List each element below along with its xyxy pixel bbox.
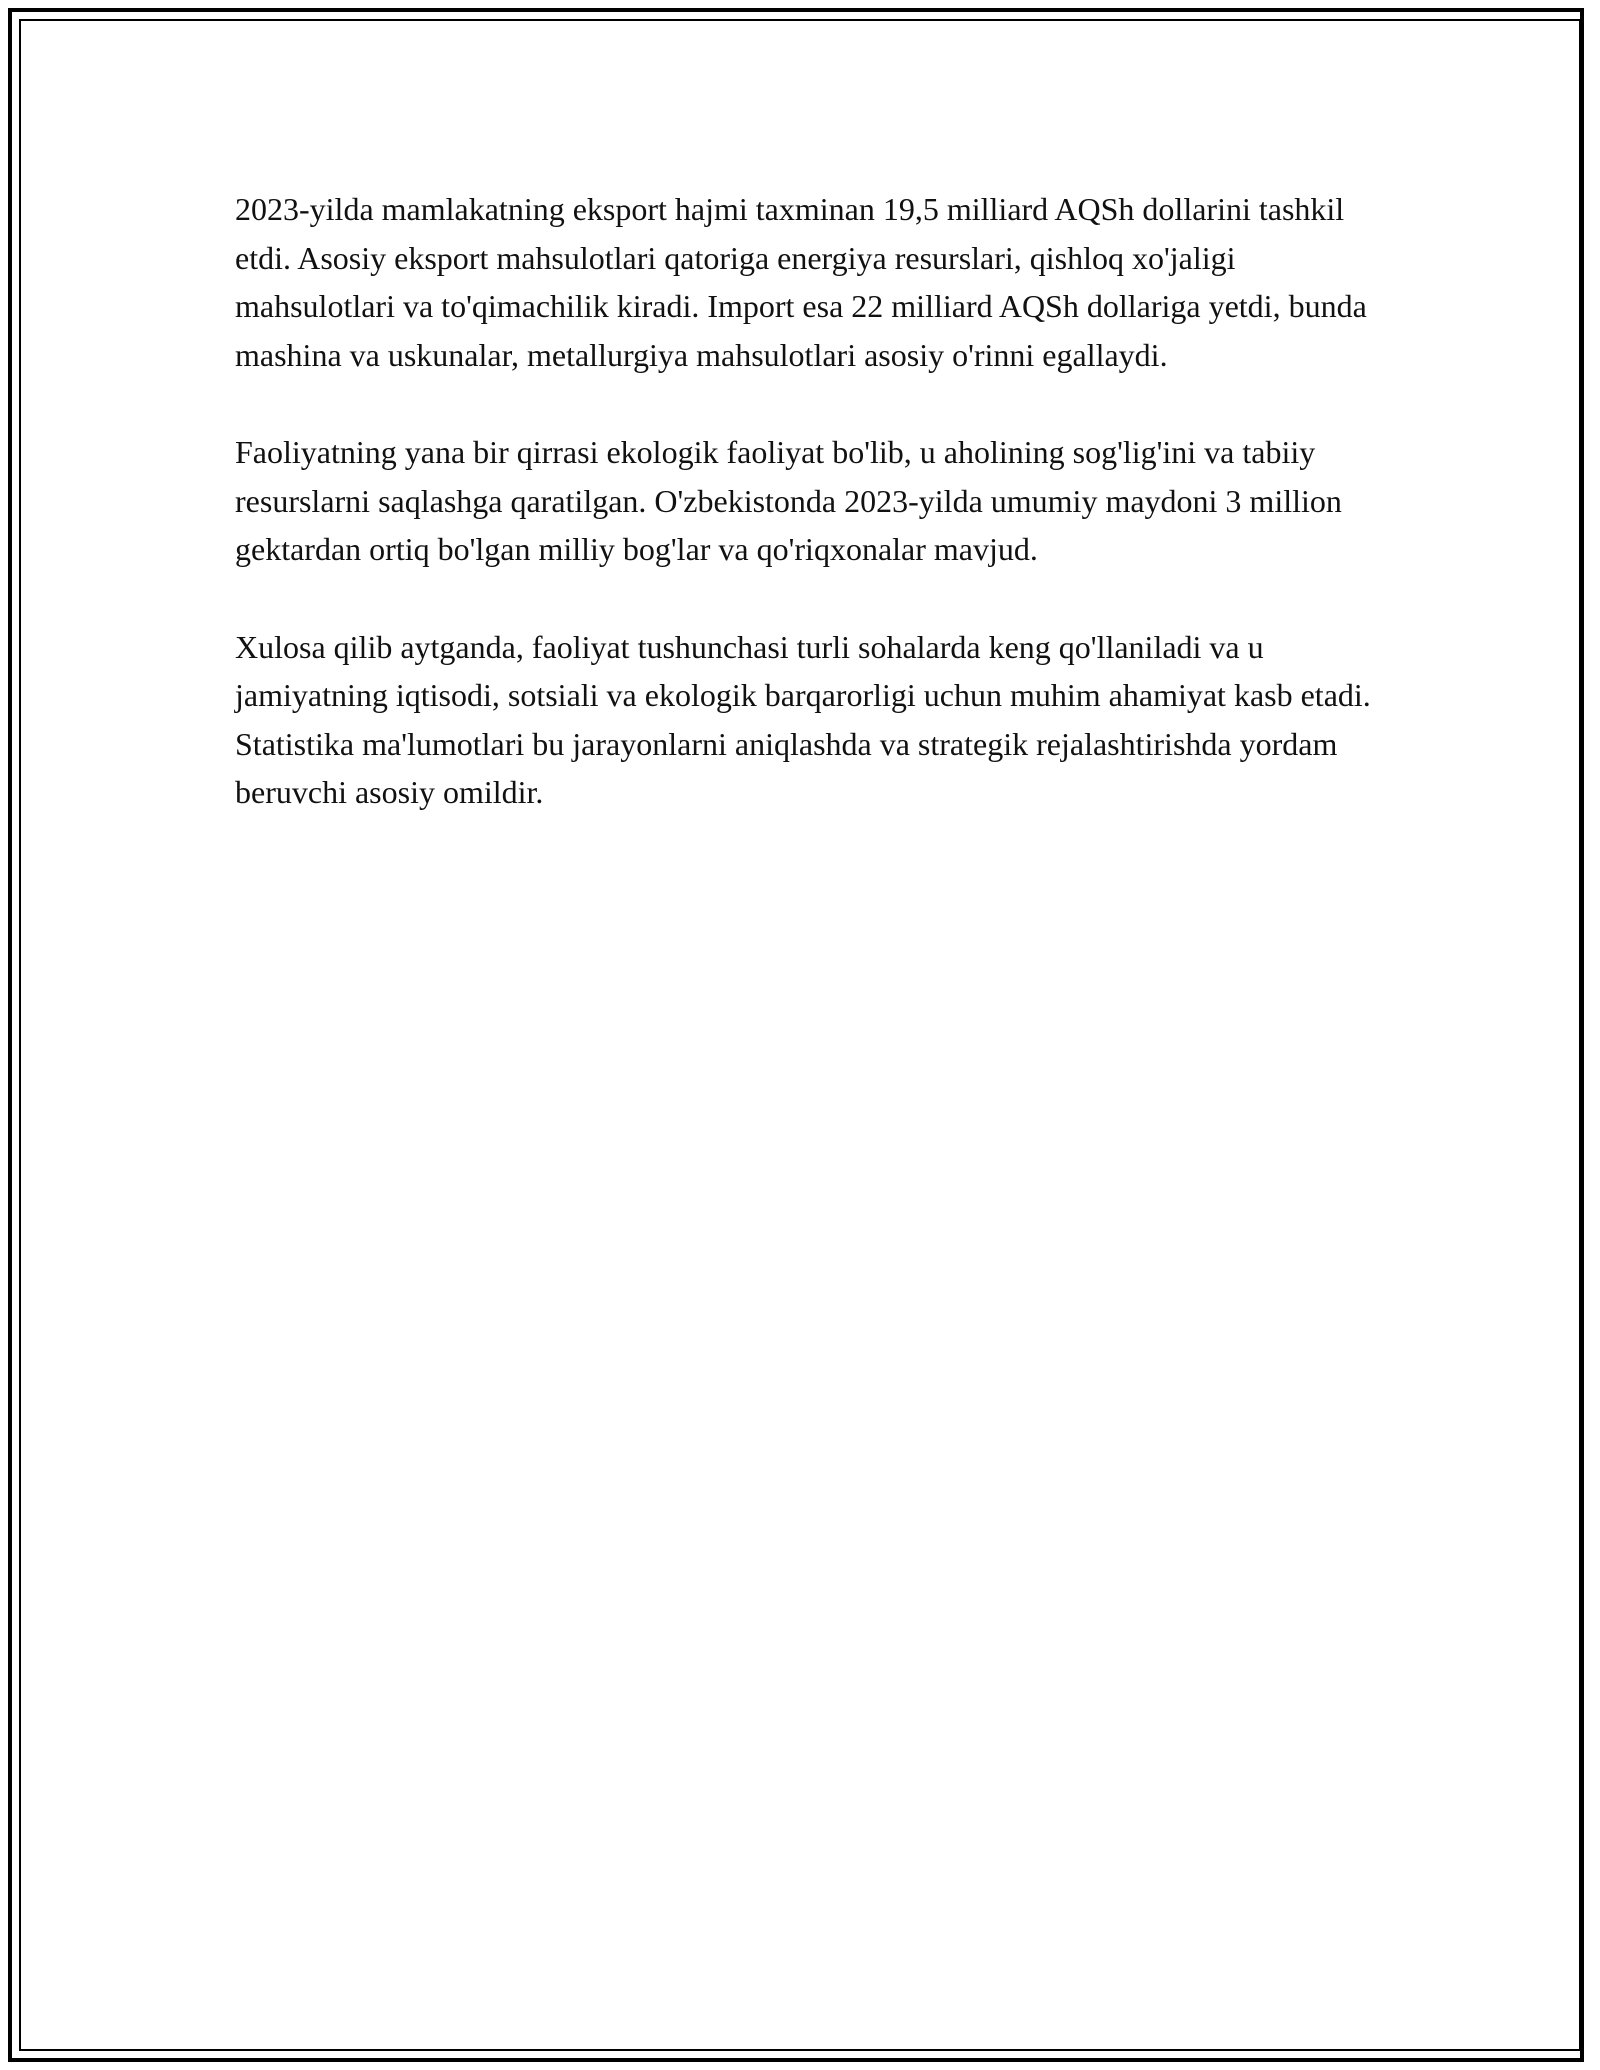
paragraph-conclusion: Xulosa qilib aytganda, faoliyat tushunchasi turli sohalarda keng qo'llaniladi va u jamiyatning iqtisodi, sotsiali va ekologik barqarorligi uchun muhim ahamiyat kasb etadi. Statistika ma'lumotlari bu jarayonlarni aniqlashda va strategik rejalashtirishda yordam beruvchi asosiy omildir. <box>235 628 1371 810</box>
paragraph-export-import: 2023-yilda mamlakatning eksport hajmi taxminan 19,5 milliard AQSh dollarini tashkil etdi. Asosiy eksport mahsulotlari qatoriga energiya resurslari, qishloq xo'jaligi mahsulotlari va to'qimachilik kiradi. Import esa 22 milliard AQSh dollariga yetdi, bunda mashina va uskunalar, metallurgiya mahsulotlari asosiy o'rinni egallaydi. <box>235 191 1367 373</box>
paragraph-ecological-activity: Faoliyatning yana bir qirrasi ekologik faoliyat bo'lib, u aholining sog'lig'ini va tabiiy resurslarni saqlashga qaratilgan. O'zbekistonda 2023-yilda umumiy maydoni 3 million gektardan ortiq bo'lgan milliy bog'lar va qo'riqxonalar mavjud. <box>235 434 1342 567</box>
document-body <box>235 185 1375 866</box>
